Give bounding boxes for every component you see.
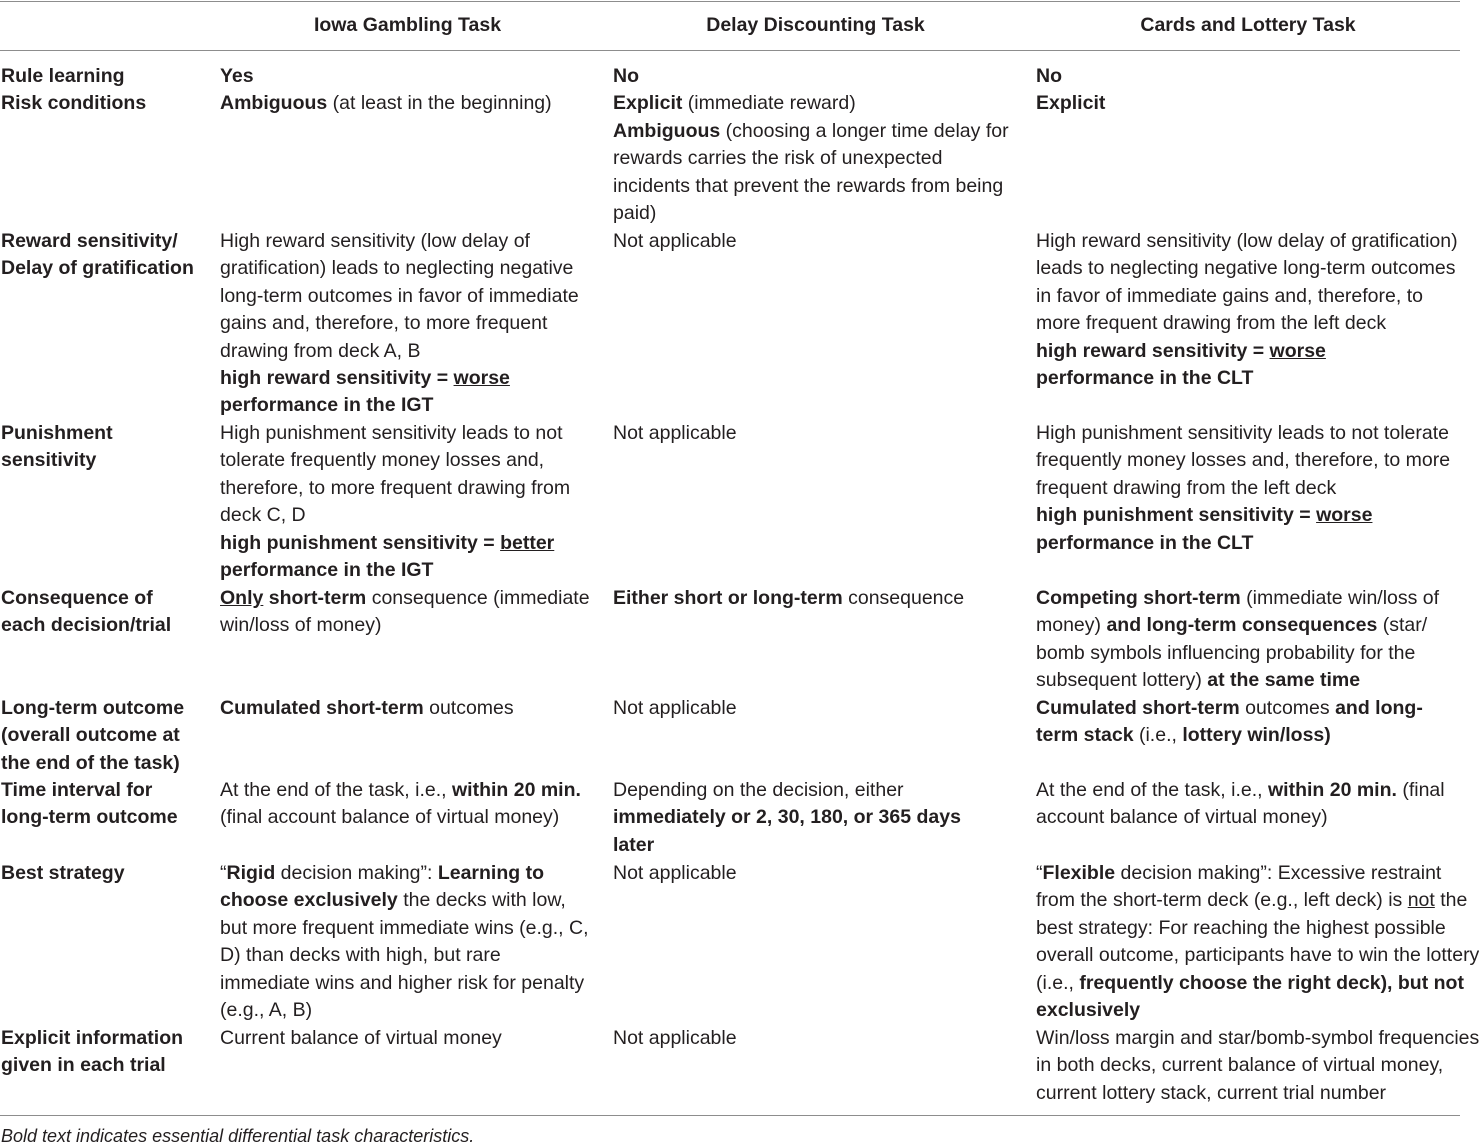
column-header-delay-discounting-task: Delay Discounting Task [706, 14, 925, 36]
table-footnote: Bold text indicates essential differential task characteristics. [1, 1126, 475, 1146]
row-label-time-interval: Time interval for long-term outcome [1, 779, 178, 829]
cell-clt-punishment-sensitivity: High punishment sensitivity leads to not tolerate frequently money losses and, therefore, to more frequent drawing from the left deck high punishment sensitivity = worse performance in the CLT [1036, 422, 1451, 554]
row-label-punishment-sensitivity: Punishment sensitivity [1, 422, 113, 472]
cell-ddt-explicit-information: Not applicable [613, 1027, 737, 1049]
column-header-iowa-gambling-task: Iowa Gambling Task [313, 14, 502, 36]
cell-igt-reward-sensitivity: High reward sensitivity (low delay of gratification) leads to neglecting negative long-term outcomes in favor of immediate gains and, therefore, to more frequent drawing from deck A, B high reward sensitivity = worse performance in the IGT [220, 230, 579, 417]
row-label-reward-sensitivity: Reward sensitivity/ Delay of gratification [1, 230, 194, 280]
cell-ddt-long-term-outcome: Not applicable [613, 697, 737, 719]
table-bottom-rule [0, 1115, 1460, 1116]
cell-ddt-time-interval: Depending on the decision, either immediately or 2, 30, 180, or 365 days later [613, 779, 961, 856]
row-label-best-strategy: Best strategy [1, 862, 125, 884]
cell-igt-consequence: Only short-term consequence (immediate win/loss of money) [220, 587, 590, 637]
cell-igt-best-strategy: “Rigid decision making”: Learning to choose exclusively the decks with low, but more frequent immediate wins (e.g., C, D) than decks with high, but rare immediate wins and higher risk for penalty (e.g., A, B) [220, 862, 589, 1022]
column-header-cards-and-lottery-task: Cards and Lottery Task [1140, 14, 1356, 36]
cell-ddt-rule-risk: No Explicit (immediate reward) Ambiguous (choosing a longer time delay for rewards carries the risk of unexpected incidents that prevent the rewards from being paid) [613, 65, 1009, 225]
table-top-rule [0, 1, 1460, 2]
cell-igt-time-interval: At the end of the task, i.e., within 20 min. (final account balance of virtual money) [220, 779, 581, 829]
cell-igt-explicit-information: Current balance of virtual money [220, 1027, 502, 1049]
cell-clt-consequence: Competing short-term (immediate win/loss of money) and long-term consequences (star/ bomb symbols influencing probability for the subsequent lottery) at the same time [1036, 587, 1440, 692]
cell-clt-time-interval: At the end of the task, i.e., within 20 min. (final account balance of virtual money) [1036, 779, 1445, 829]
cell-ddt-consequence: Either short or long-term consequence [613, 587, 965, 609]
cell-igt-long-term-outcome: Cumulated short-term outcomes [220, 697, 514, 719]
row-label-consequence: Consequence of each decision/trial [1, 587, 172, 637]
row-label-rule-learning: Rule learning Risk conditions [1, 65, 147, 115]
cell-clt-explicit-information: Win/loss margin and star/bomb-symbol frequencies in both decks, current balance of virtual money, current lottery stack, current trial number [1036, 1027, 1479, 1104]
cell-igt-rule-risk: Yes Ambiguous (at least in the beginning) [220, 65, 552, 115]
cell-clt-long-term-outcome: Cumulated short-term outcomes and long- term stack (i.e., lottery win/loss) [1036, 697, 1423, 747]
cell-ddt-punishment-sensitivity: Not applicable [613, 422, 737, 444]
cell-ddt-best-strategy: Not applicable [613, 862, 737, 884]
cell-clt-reward-sensitivity: High reward sensitivity (low delay of gratification) leads to neglecting negative long-term outcomes in favor of immediate gains and, therefore, to more frequent drawing from the left deck high reward sensitivity = worse performance in the CLT [1036, 230, 1458, 390]
cell-clt-best-strategy: “Flexible decision making”: Excessive restraint from the short-term deck (e.g., left deck) is not the best strategy: For reaching the highest possible overall outcome, participants have to win the lottery (i.e., frequently choose the right deck), but not exclusively [1036, 862, 1479, 1022]
header-rule [0, 50, 1460, 51]
cell-ddt-reward-sensitivity: Not applicable [613, 230, 737, 252]
cell-igt-punishment-sensitivity: High punishment sensitivity leads to not tolerate frequently money losses and, therefore, to more frequent drawing from deck C, D high punishment sensitivity = better performance in the IGT [220, 422, 571, 582]
row-label-long-term-outcome: Long-term outcome (overall outcome at the end of the task) [1, 697, 185, 774]
cell-clt-rule-risk: No Explicit [1036, 65, 1106, 115]
row-label-explicit-information: Explicit information given in each trial [1, 1027, 184, 1077]
